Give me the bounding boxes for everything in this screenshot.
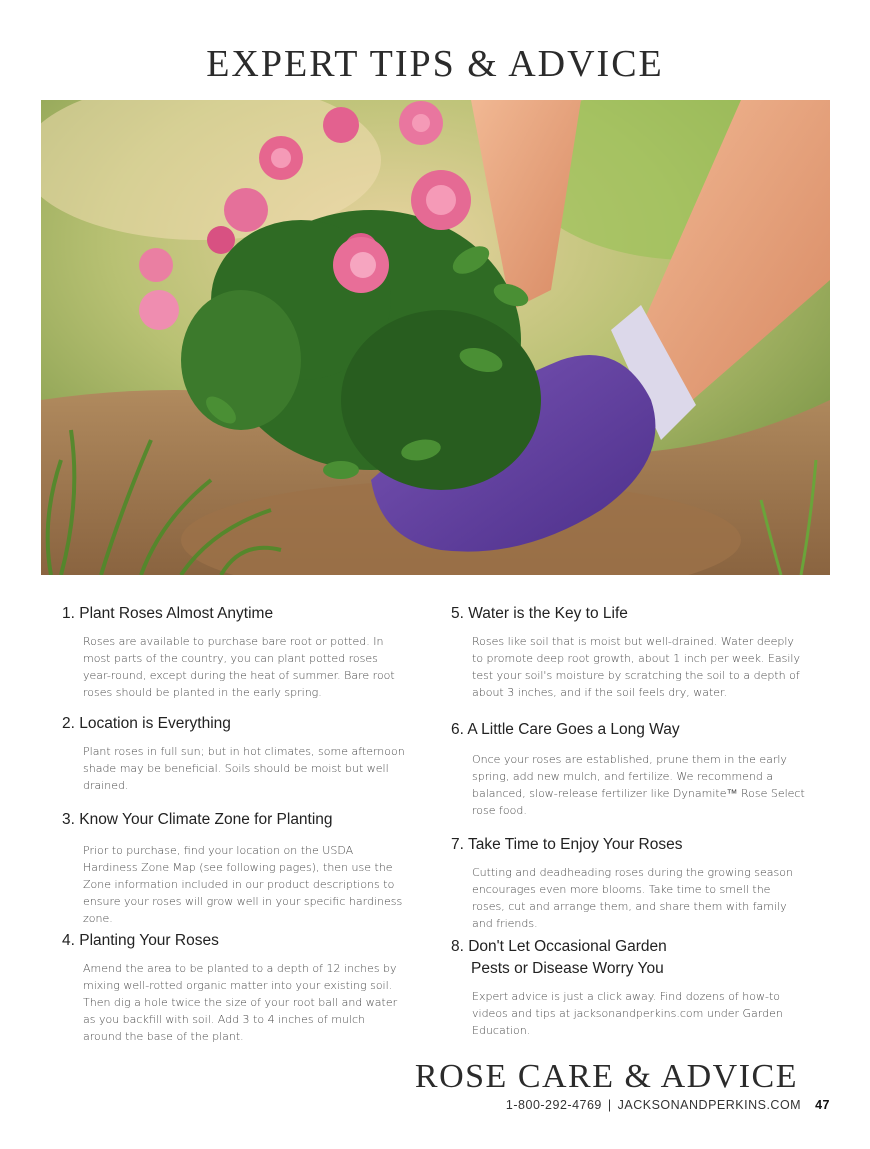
tip-body: Roses like soil that is moist but well-drained. Water deeply to promote deep root growth, about 1 inch per week. Easily test your soil's moisture by scratching the soil to a depth of about 3 inches, and if the soil feels dry, water.: [472, 635, 800, 699]
tip-body: Plant roses in full sun; but in hot climates, some afternoon shade may be beneficial. Soils should be moist but well drained.: [83, 745, 405, 792]
tip-body: Expert advice is just a click away. Find dozens of how-to videos and tips at jacksonandperkins.com under Garden Education.: [472, 990, 783, 1037]
hero-photo: [41, 100, 830, 575]
page-footer: [506, 1098, 830, 1112]
tip-4: [62, 930, 407, 1045]
tip-heading-line2: Pests or Disease Worry You: [471, 960, 664, 977]
page-title: EXPERT TIPS & ADVICE: [206, 43, 664, 85]
tip-heading: 3. Know Your Climate Zone for Planting: [62, 811, 333, 828]
website-link[interactable]: JACKSONANDPERKINS.COM: [617, 1098, 802, 1112]
tip-body: Roses are available to purchase bare root or potted. In most parts of the country, you can plant potted roses year-round, except during the heat of summer. Bare root roses should be planted in the early spring.: [83, 635, 395, 699]
tip-3: [62, 809, 407, 927]
tip-heading: 7. Take Time to Enjoy Your Roses: [451, 836, 683, 853]
tip-heading: 4. Planting Your Roses: [62, 932, 219, 949]
tip-5: [451, 603, 806, 701]
tip-heading: 2. Location is Everything: [62, 715, 231, 732]
tip-heading: 6. A Little Care Goes a Long Way: [451, 721, 680, 738]
tip-8: [451, 936, 806, 1039]
footer-separator: |: [607, 1098, 612, 1112]
tip-heading: 8. Don't Let Occasional Garden: [451, 938, 667, 955]
tip-body: Once your roses are established, prune them in the early spring, add new mulch, and fertilize. We recommend a balanced, slow-release fertilizer like Dynamite™ Rose Select rose food.: [472, 753, 805, 817]
tip-1: [62, 603, 407, 701]
tip-body: Amend the area to be planted to a depth of 12 inches by mixing well-rotted organic matter into your existing soil. Then dig a hole twice the size of your root ball and water as you backfill with soil. Add 3 to 4 inches of mulch around the base of the plant.: [83, 962, 398, 1043]
tip-body: Prior to purchase, find your location on the USDA Hardiness Zone Map (see following pages), then use the Zone information included in our product descriptions to ensure your roses will grow well in your specific hardiness zone.: [83, 844, 403, 925]
tip-7: [451, 834, 806, 932]
phone-number: 1-800-292-4769: [505, 1098, 602, 1112]
tip-heading: 5. Water is the Key to Life: [451, 605, 628, 622]
tip-2: [62, 713, 407, 794]
tip-body: Cutting and deadheading roses during the growing season encourages even more blooms. Take time to smell the roses, cut and arrange them, and share them with family and friends.: [472, 866, 793, 930]
tip-6: [451, 719, 806, 819]
brand-heading: ROSE CARE & ADVICE: [414, 1058, 798, 1095]
tip-heading: 1. Plant Roses Almost Anytime: [62, 605, 274, 622]
page-number: 47: [815, 1098, 830, 1112]
rose-planting-photo: [41, 100, 830, 575]
